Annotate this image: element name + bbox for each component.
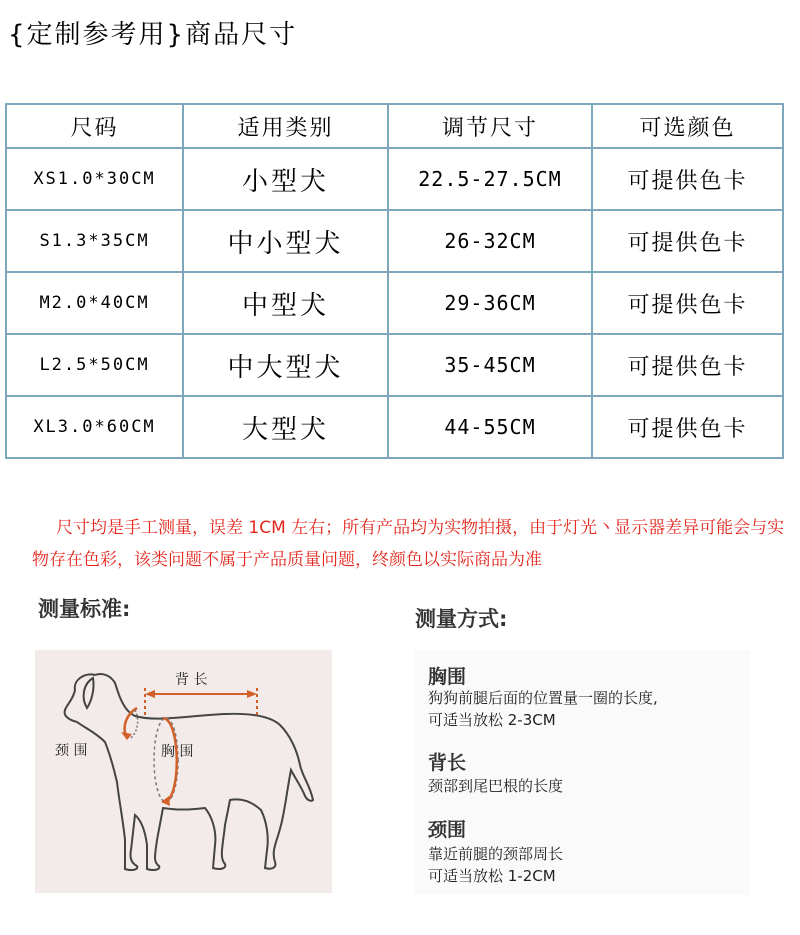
dog-outline-icon (65, 674, 313, 870)
cell-size: XS1.0*30CM (6, 148, 183, 210)
table-row (6, 272, 783, 334)
back-length-label: 背 长 (175, 672, 208, 688)
measurement-methods-panel (414, 650, 750, 895)
method-neck-line-1: 靠近前腿的颈部周长 (428, 845, 564, 863)
method-back-title: 背长 (428, 752, 467, 774)
dog-diagram-svg (35, 650, 332, 893)
cell-adjust: 35-45CM (388, 334, 592, 396)
method-neck-title: 颈围 (428, 819, 467, 841)
cell-color: 可提供色卡 (592, 210, 783, 272)
cell-color: 可提供色卡 (592, 334, 783, 396)
neck-arrow-head (121, 732, 132, 740)
table-row (6, 148, 783, 210)
chest-arrow-icon (163, 718, 177, 802)
cell-size: S1.3*35CM (6, 210, 183, 272)
table-row (6, 210, 783, 272)
dog-measurement-diagram (35, 650, 332, 893)
size-table (5, 103, 784, 459)
chest-arrow-head (161, 796, 170, 806)
dog-ear-icon (84, 678, 94, 708)
cell-adjust: 44-55CM (388, 396, 592, 458)
cell-type: 小型犬 (183, 148, 388, 210)
header-type: 适用类别 (183, 104, 388, 148)
measure-method-heading: 测量方式: (415, 607, 508, 631)
chest-label: 胸 围 (161, 744, 194, 760)
method-chest-line-2: 可适当放松 2-3CM (428, 711, 556, 729)
table-row (6, 334, 783, 396)
cell-color: 可提供色卡 (592, 272, 783, 334)
cell-adjust: 26-32CM (388, 210, 592, 272)
cell-size: L2.5*50CM (6, 334, 183, 396)
method-neck-line-2: 可适当放松 1-2CM (428, 867, 556, 885)
table-header-row (6, 104, 783, 148)
cell-size: M2.0*40CM (6, 272, 183, 334)
cell-adjust: 29-36CM (388, 272, 592, 334)
method-back-line-1: 颈部到尾巴根的长度 (428, 777, 564, 795)
cell-color: 可提供色卡 (592, 148, 783, 210)
method-chest-title: 胸围 (428, 666, 467, 688)
cell-color: 可提供色卡 (592, 396, 783, 458)
page-title: {定制参考用}商品尺寸 (8, 20, 298, 50)
method-chest-line-1: 狗狗前腿后面的位置量一圈的长度, (428, 689, 658, 707)
header-color: 可选颜色 (592, 104, 783, 148)
cell-adjust: 22.5-27.5CM (388, 148, 592, 210)
back-arrow-head-left (145, 690, 155, 698)
disclaimer-text: 尺寸均是手工测量，误差 1CM 左右；所有产品均为实物拍摄，由于灯光丶显示器差异可能会与实物存在色彩，该类问题不属于产品质量问题，终颜色以实际商品为准 (32, 518, 785, 570)
measure-standard-heading: 测量标准: (38, 597, 131, 621)
back-arrow-head-right (247, 690, 257, 698)
header-size: 尺码 (6, 104, 183, 148)
cell-type: 中大型犬 (183, 334, 388, 396)
cell-type: 中型犬 (183, 272, 388, 334)
cell-type: 大型犬 (183, 396, 388, 458)
header-adjust: 调节尺寸 (388, 104, 592, 148)
cell-size: XL3.0*60CM (6, 396, 183, 458)
table-row (6, 396, 783, 458)
cell-type: 中小型犬 (183, 210, 388, 272)
neck-label: 颈 围 (55, 743, 88, 759)
